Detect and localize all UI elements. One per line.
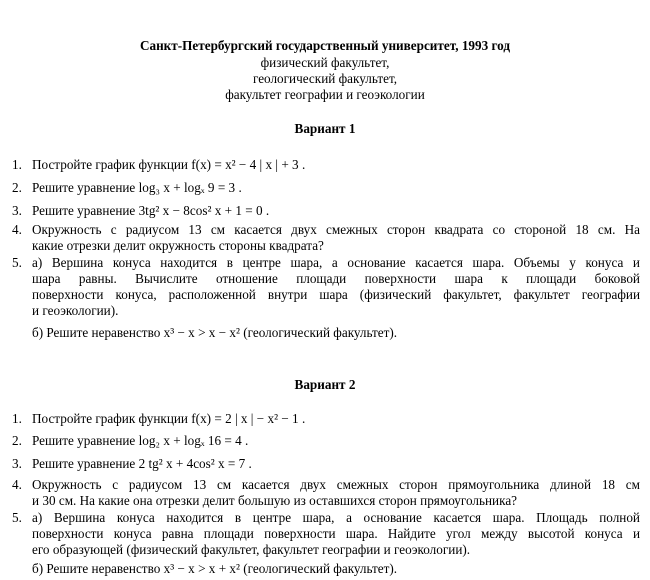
problem-number: 4.: [12, 477, 22, 492]
problem-number: 2.: [12, 433, 22, 448]
problem-number: 3.: [12, 203, 22, 218]
problem-text-line: и 30 см. На какие она отрезки делит большую из оставшихся сторон прямоугольника?: [32, 493, 518, 508]
faculty-line-3: факультет географии и геоэкологии: [225, 87, 425, 102]
problem-text: Постройте график функции f(x) = x² − 4 | x | + 3 .: [32, 157, 306, 172]
problem-number: 1.: [12, 411, 22, 426]
problem-text-line: его образующей (физический факультет, факультет географии и геоэкологии).: [32, 542, 471, 557]
problem-text-line: поверхности конуса равна площади поверхности шара. Найдите угол между высотой конуса и: [32, 526, 640, 541]
variant-2-title: Вариант 2: [294, 377, 356, 392]
problem-text: Решите уравнение 2 tg² x + 4cos² x = 7 .: [32, 456, 252, 471]
problem-text: Постройте график функции f(x) = 2 | x | − x² − 1 .: [32, 411, 306, 426]
problem-number: 4.: [12, 222, 22, 237]
problem-text: Решите уравнение 3tg² x − 8cos² x + 1 = 0 .: [32, 203, 270, 218]
problem-text: б) Решите неравенство x³ − x > x − x² (геологический факультет).: [32, 325, 398, 340]
problem-text-line: а) Вершина конуса находится в центре шара, а основание касается шара. Площадь полной: [32, 510, 640, 525]
problem-text: Решите уравнение log₂ x + logₓ 16 = 4 .: [32, 433, 249, 448]
problem-text-line: поверхности конуса, расположенной внутри шара (физический факультет, факультет географии: [32, 287, 640, 302]
problem-text-line: Окружность с радиусом 13 см касается двух смежных сторон прямоугольника длиной 18 см: [32, 477, 640, 492]
problem-number: 5.: [12, 510, 22, 525]
problem-text: Решите уравнение log₃ x + logₓ 9 = 3 .: [32, 180, 242, 195]
problem-text-line: и геоэкологии).: [32, 303, 119, 318]
problem-text-line: шара равны. Вычислите отношение площади поверхности шара к площади боковой: [32, 271, 640, 286]
problem-number: 5.: [12, 255, 22, 270]
problem-number: 1.: [12, 157, 22, 172]
problem-text: б) Решите неравенство x³ − x > x + x² (геологический факультет).: [32, 561, 398, 576]
problem-number: 3.: [12, 456, 22, 471]
problem-text-line: Окружность с радиусом 13 см касается двух смежных сторон квадрата со стороной 18 см. На: [32, 222, 640, 237]
faculty-line-2: геологический факультет,: [252, 71, 398, 86]
problem-text-line: а) Вершина конуса находится в центре шара, а основание касается шара. Объемы у конуса и: [32, 255, 640, 270]
variant-1-title: Вариант 1: [294, 121, 356, 136]
document-title: Санкт-Петербургский государственный университет, 1993 год: [139, 38, 511, 53]
faculty-line-1: физический факультет,: [260, 55, 390, 70]
problem-text-line: какие отрезки делит окружность стороны квадрата?: [32, 238, 324, 253]
problem-number: 2.: [12, 180, 22, 195]
